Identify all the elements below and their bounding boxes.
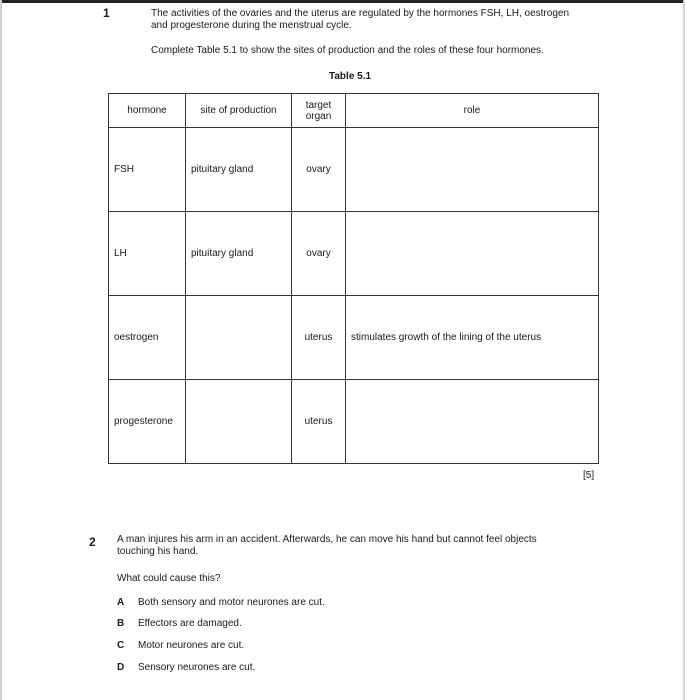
- question-2-stem-line-2: touching his hand.: [117, 546, 199, 557]
- table-row-progesterone: [109, 380, 599, 464]
- option-text: Motor neurones are cut.: [138, 640, 245, 651]
- target-cell[interactable]: uterus: [292, 296, 346, 380]
- role-cell[interactable]: stimulates growth of the lining of the uterus: [346, 296, 599, 380]
- target-cell[interactable]: ovary: [292, 128, 346, 212]
- role-answer-cell[interactable]: [346, 128, 599, 212]
- header-site-of-production: site of production: [186, 94, 292, 128]
- target-cell[interactable]: ovary: [292, 212, 346, 296]
- option-letter: B: [117, 618, 125, 629]
- header-role: role: [346, 94, 599, 128]
- option-text: Both sensory and motor neurones are cut.: [138, 597, 325, 608]
- question-2-number: 2: [89, 535, 96, 549]
- hormone-cell: oestrogen: [109, 296, 186, 380]
- site-cell[interactable]: pituitary gland: [186, 128, 292, 212]
- site-answer-cell[interactable]: [186, 296, 292, 380]
- top-edge-shadow: [0, 0, 685, 3]
- site-cell[interactable]: pituitary gland: [186, 212, 292, 296]
- option-letter: A: [117, 597, 125, 608]
- table-row-lh: [109, 212, 599, 296]
- header-target-line-2: organ: [305, 110, 332, 122]
- hormone-cell: LH: [109, 212, 186, 296]
- question-1-intro-line-2: and progesterone during the menstrual cycle.: [151, 20, 352, 31]
- role-answer-cell[interactable]: [346, 380, 599, 464]
- question-1-intro-line-1: The activities of the ovaries and the uterus are regulated by the hormones FSH, LH, oestrogen: [151, 8, 570, 19]
- header-hormone: hormone: [109, 94, 186, 128]
- marks-label: [5]: [583, 470, 595, 481]
- option-text: Effectors are damaged.: [138, 618, 242, 629]
- table-row-oestrogen: [109, 296, 599, 380]
- question-2-stem-line-1: A man injures his arm in an accident. Afterwards, he can move his hand but cannot feel objects: [117, 534, 537, 545]
- table-row-fsh: [109, 128, 599, 212]
- left-page-edge: [0, 0, 2, 700]
- question-2-prompt: What could cause this?: [117, 573, 221, 584]
- header-target-line-1: target: [305, 99, 332, 111]
- hormone-cell: progesterone: [109, 380, 186, 464]
- table-header-row: [109, 94, 599, 128]
- site-answer-cell[interactable]: [186, 380, 292, 464]
- target-cell[interactable]: uterus: [292, 380, 346, 464]
- header-target-organ: [292, 94, 346, 128]
- table-title: Table 5.1: [329, 71, 372, 82]
- option-text: Sensory neurones are cut.: [138, 662, 256, 673]
- hormone-cell: FSH: [109, 128, 186, 212]
- option-letter: D: [117, 662, 125, 673]
- option-letter: C: [117, 640, 125, 651]
- role-answer-cell[interactable]: [346, 212, 599, 296]
- question-1-number: 1: [103, 6, 110, 20]
- question-1-instruction: Complete Table 5.1 to show the sites of production and the roles of these four hormones.: [151, 45, 544, 56]
- hormone-table: [108, 93, 599, 464]
